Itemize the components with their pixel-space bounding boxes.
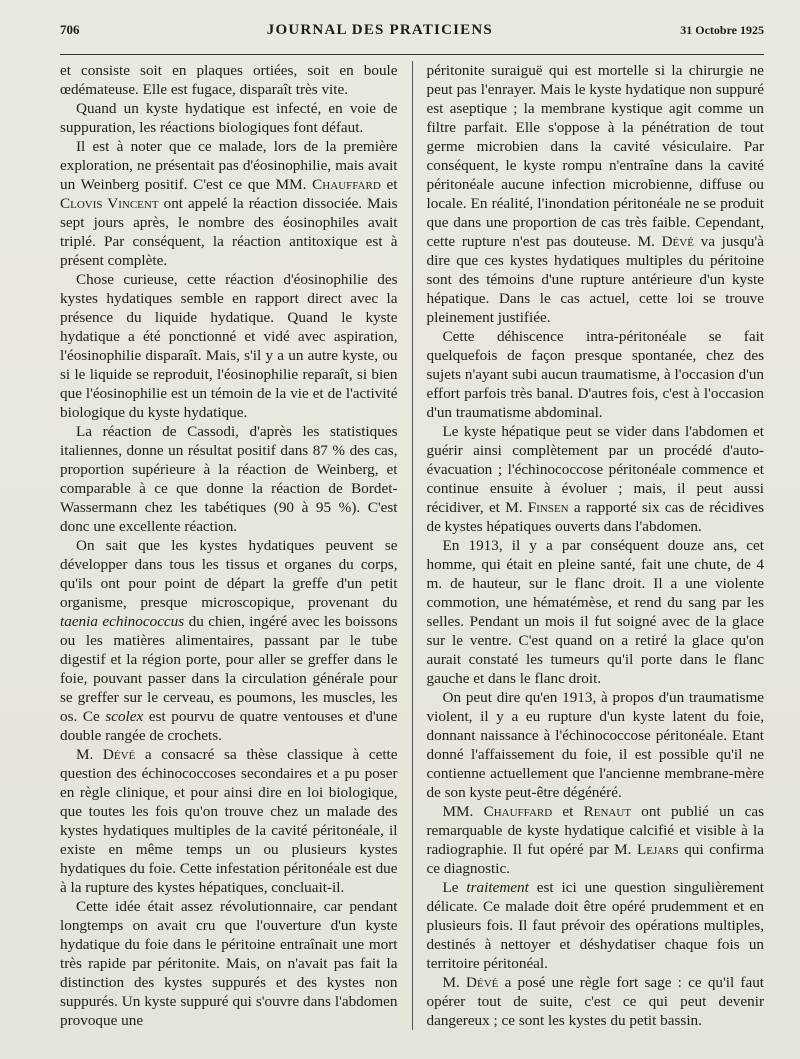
paragraph: MM. Chauffard et Renaut ont publié un cas remarquable de kyste hydatique calcifié et visible à la radiographie. Il fut opéré par M. Lejars qui confirma ce diagnostic. (426, 803, 765, 877)
header-rule (60, 54, 764, 55)
paragraph: Quand un kyste hydatique est infecté, en voie de suppuration, les réactions biologiques font défaut. (60, 100, 398, 136)
page-header (60, 22, 764, 48)
paragraph: En 1913, il y a par conséquent douze ans, cet homme, qui était en pleine santé, fait une chute, de 4 m. de hauteur, sur le flanc droit. Il a une violente commotion, une hématémèse, et rend du sang par les selles. Pendant un mois il fut soigné avec de la glace sur le ventre. C'est quand on a retiré la glace qu'on aurait constaté les tumeurs qu'il porte dans le flanc gauche et dans le flanc droit. (426, 537, 765, 687)
paragraph: M. Dévé a consacré sa thèse classique à cette question des échinococcoses secondaires et a pu poser en règle clinique, et pour ainsi dire en loi biologique, que toutes les fois qu'on trouve chez un malade des kystes hydatiques multiples de la cavité péritonéale, il existe en même temps un ou plusieurs kystes hydatiques du foie. Cette infestation péritonéale est due à la rupture des kystes hépatiques, concluait-il. (60, 746, 398, 896)
text-columns (60, 61, 764, 1030)
page-number: 706 (60, 22, 80, 37)
paragraph: Le traitement est ici une question singulièrement délicate. Ce malade doit être opéré prudemment et en plusieurs fois. Il faut prévoir des opérations multiples, destinés à nettoyer et déshydatiser chaque fois un territoire péritonéal. (426, 879, 765, 972)
paragraph: On sait que les kystes hydatiques peuvent se développer dans tous les tissus et organes du corps, qu'ils ont pour point de départ la greffe d'un petit organisme, presque microscopique, provenant du taenia echinococcus du chien, ingéré avec les boissons ou les matières alimentaires, passant par le tube digestif et la région porte, pour aller se greffer dans le foie, pouvant passer dans la circulation générale pour se greffer sur le cerveau, es poumons, les muscles, les os. Ce scolex est pourvu de quatre ventouses et d'une double rangée de crochets. (60, 537, 398, 744)
column-divider (412, 61, 413, 1030)
paragraph: Il est à noter que ce malade, lors de la première exploration, ne présentait pas d'éosinophilie, mais avait un Weinberg positif. C'est ce que MM. Chauffard et Clovis Vincent ont appelé la réaction dissociée. Mais sept jours après, le nombre des éosinophiles avait triplé. Par conséquent, la réaction antitoxique est à présent complète. (60, 138, 398, 269)
paragraph: Le kyste hépatique peut se vider dans l'abdomen et guérir ainsi complètement par un procédé d'auto-évacuation ; l'échinococcose péritonéale commence et continue ensuite à évoluer ; mais, il peut aussi récidiver, et M. Finsen a rapporté six cas de récidives de kystes hépatiques ouverts dans l'abdomen. (426, 423, 765, 535)
paragraph: M. Dévé a posé une règle fort sage : ce qu'il faut opérer tout de suite, c'est ce qui peut devenir dangereux ; ce sont les kystes du petit bassin. (426, 974, 765, 1029)
issue-date: 31 Octobre 1925 (680, 23, 764, 37)
paragraph: et consiste soit en plaques ortiées, soit en boule œdémateuse. Elle est fugace, disparaît très vite. (60, 62, 398, 98)
paragraph: Cette déhiscence intra-péritonéale se fait quelquefois de façon presque spontanée, chez des sujets n'ayant subi aucun traumatisme, à l'occasion d'un effort parfois très banal. D'autres fois, c'est à l'occasion d'un traumatisme abdominal. (426, 328, 765, 421)
right-column (427, 61, 765, 1030)
paragraph: On peut dire qu'en 1913, à propos d'un traumatisme violent, il y a eu rupture d'un kyste latent du foie, donnant naissance à l'échinococcose péritonéale. Etant donné l'affaissement du foie, il est possible qu'il ne contienne actuellement que l'ancienne membrane-mère de son kyste peut-être dégénéré. (426, 689, 765, 801)
paragraph: péritonite suraiguë qui est mortelle si la chirurgie ne peut pas l'enrayer. Mais le kyste hydatique non suppuré est aseptique ; la membrane kystique agit comme un filtre parfait. Elle s'oppose à la pénétration de tout germe microbien dans la cavité vésiculaire. Par conséquent, le kyste rompu n'entraîne dans la cavité péritonéale aucune infection microbienne, diffuse ou locale. En réalité, l'inondation péritonéale ne se produit que dans une proportion de cas très faible. Cependant, cette rupture n'est pas douteuse. M. Dévé va jusqu'à dire que ces kystes hydatiques multiples du péritoine sont des témoins d'une rupture antérieure d'un kyste hépatique. Dans le cas actuel, cette loi se trouve pleinement justifiée. (426, 62, 765, 326)
paragraph: Chose curieuse, cette réaction d'éosinophilie des kystes hydatiques semble en rapport direct avec la présence du liquide hydatique. Quand le kyste hydatique a été ponctionné et vidé avec aspiration, l'éosinophilie disparaît. Mais, s'il y a un autre kyste, ou si le liquide se reproduit, l'éosinophilie reparaît, si bien que l'éosinophilie est un témoin de la vie et de l'activité biologique du kyste hydatique. (60, 271, 398, 421)
left-column (60, 61, 398, 1030)
journal-title: JOURNAL DES PRATICIENS (266, 22, 493, 38)
paragraph: La réaction de Cassodi, d'après les statistiques italiennes, donne un résultat positif dans 87 % des cas, proportion supérieure à la réaction de Weinberg, et comparable à ce que donne la réaction de Bordet-Wassermann chez les tabétiques (90 à 95 %). C'est donc une excellente réaction. (60, 423, 398, 535)
paragraph: Cette idée était assez révolutionnaire, car pendant longtemps on avait cru que l'ouverture d'un kyste hydatique du foie dans le péritoine entraînait une mort très rapide par péritonite. Mais, on n'avait pas fait la distinction des kystes suppurés et des kystes non suppurés. Un kyste suppuré qui s'ouvre dans l'abdomen provoque une (60, 898, 398, 1029)
